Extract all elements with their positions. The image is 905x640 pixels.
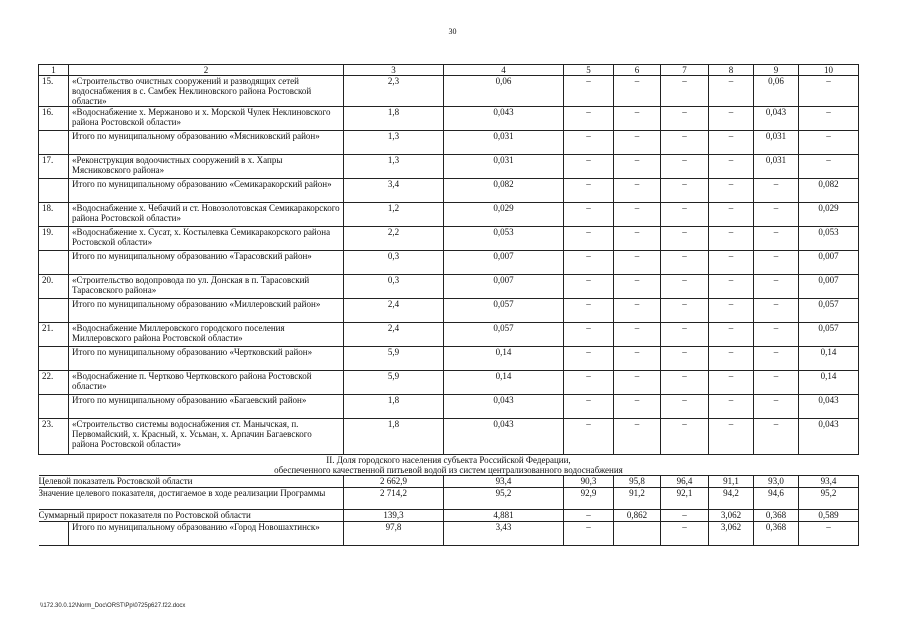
value-cell: – — [564, 155, 614, 179]
value-cell: – — [564, 371, 614, 395]
value-cell: – — [564, 299, 614, 323]
row-name-cell: Итого по муниципальному образованию «Мясниковский район» — [69, 131, 344, 155]
value-cell: – — [614, 107, 661, 131]
value-cell: – — [614, 179, 661, 203]
value-cell: 95,2 — [444, 488, 564, 510]
value-cell: 0,007 — [444, 275, 564, 299]
value-cell: – — [709, 419, 754, 455]
table-row — [39, 251, 859, 275]
value-cell: – — [564, 179, 614, 203]
value-cell — [614, 522, 661, 546]
value-cell: 3,062 — [709, 510, 754, 522]
value-cell: – — [661, 179, 709, 203]
value-cell: – — [564, 522, 614, 546]
value-cell: 0,057 — [799, 299, 859, 323]
value-cell: – — [564, 275, 614, 299]
value-cell: – — [709, 395, 754, 419]
table-row — [39, 131, 859, 155]
section-title-row — [39, 455, 859, 476]
section-title — [39, 455, 859, 476]
value-cell: 91,1 — [709, 476, 754, 488]
row-number-cell: 19. — [39, 227, 69, 251]
value-cell: 92,9 — [564, 488, 614, 510]
value-cell: – — [564, 107, 614, 131]
row-number-cell — [39, 131, 69, 155]
row-name-cell: Итого по муниципальному образованию «Багаевский район» — [69, 395, 344, 419]
header-cell: 10 — [799, 65, 859, 76]
value-cell: – — [614, 395, 661, 419]
value-cell: – — [709, 131, 754, 155]
header-cell: 6 — [614, 65, 661, 76]
table-row — [39, 107, 859, 131]
row-name-cell: «Водоснабжение Миллеровского городского поселения Миллеровского района Ростовской области» — [69, 323, 344, 347]
value-cell: 2 662,9 — [344, 476, 444, 488]
value-cell: 96,4 — [661, 476, 709, 488]
header-cell: 8 — [709, 65, 754, 76]
value-cell: – — [799, 131, 859, 155]
value-cell: – — [661, 299, 709, 323]
value-cell: – — [661, 131, 709, 155]
value-cell: 97,8 — [344, 522, 444, 546]
value-cell: 0,14 — [799, 347, 859, 371]
value-cell: 93,0 — [754, 476, 799, 488]
value-cell: 0,053 — [799, 227, 859, 251]
value-cell: 0,053 — [444, 227, 564, 251]
value-cell: 0,057 — [444, 299, 564, 323]
value-cell: – — [614, 131, 661, 155]
row-number-cell — [39, 522, 69, 546]
table-row — [39, 323, 859, 347]
value-cell: – — [614, 347, 661, 371]
header-cell: 5 — [564, 65, 614, 76]
section-title-line: обеспеченного качественной питьевой водой из систем централизованного водоснабжения — [274, 465, 623, 475]
value-cell: 4,881 — [444, 510, 564, 522]
value-cell: – — [614, 76, 661, 107]
row-name-cell: «Водоснабжение х. Сусат, х. Костылевка Семикаракорского района Ростовской области» — [69, 227, 344, 251]
table-row — [39, 203, 859, 227]
row-number-cell: 16. — [39, 107, 69, 131]
value-cell: 0,06 — [444, 76, 564, 107]
value-cell: – — [564, 419, 614, 455]
value-cell: – — [564, 203, 614, 227]
data-table — [38, 64, 859, 546]
header-cell: 1 — [39, 65, 69, 76]
value-cell: – — [709, 251, 754, 275]
row-number-cell: 17. — [39, 155, 69, 179]
section-title-line: II. Доля городского населения субъекта Российской Федерации, — [326, 455, 571, 465]
value-cell: – — [709, 371, 754, 395]
value-cell: – — [754, 275, 799, 299]
value-cell: – — [661, 395, 709, 419]
value-cell: – — [661, 76, 709, 107]
row-number-cell — [39, 179, 69, 203]
value-cell: – — [661, 251, 709, 275]
value-cell: 0,031 — [754, 131, 799, 155]
value-cell: – — [661, 107, 709, 131]
value-cell: – — [614, 275, 661, 299]
value-cell: – — [614, 419, 661, 455]
value-cell: 1,8 — [344, 419, 444, 455]
value-cell: 94,6 — [754, 488, 799, 510]
summary-row — [39, 510, 859, 522]
value-cell: 139,3 — [344, 510, 444, 522]
row-name-cell: Итого по муниципальному образованию «Миллеровский район» — [69, 299, 344, 323]
value-cell: – — [661, 323, 709, 347]
value-cell: 3,43 — [444, 522, 564, 546]
value-cell: 1,8 — [344, 395, 444, 419]
value-cell: – — [661, 347, 709, 371]
value-cell: – — [614, 371, 661, 395]
value-cell: 94,2 — [709, 488, 754, 510]
table-row — [39, 76, 859, 107]
value-cell: – — [564, 251, 614, 275]
value-cell: 0,043 — [444, 419, 564, 455]
value-cell: 0,14 — [444, 347, 564, 371]
value-cell: 0,007 — [444, 251, 564, 275]
row-name-cell: «Строительство системы водоснабжения ст. Манычская, п. Первомайский, х. Красный, х. Усьман, х. Арпачин Багаевского района Ростовской области» — [69, 419, 344, 455]
table-row — [39, 275, 859, 299]
value-cell: – — [661, 510, 709, 522]
value-cell: 93,4 — [799, 476, 859, 488]
row-name-cell: Итого по муниципальному образованию «Город Новошахтинск» — [69, 522, 344, 546]
value-cell: 0,007 — [799, 275, 859, 299]
value-cell: 93,4 — [444, 476, 564, 488]
value-cell: – — [709, 107, 754, 131]
value-cell: 5,9 — [344, 371, 444, 395]
table-row — [39, 299, 859, 323]
value-cell: – — [709, 76, 754, 107]
value-cell: 2,2 — [344, 227, 444, 251]
value-cell: 90,3 — [564, 476, 614, 488]
value-cell: 2,4 — [344, 323, 444, 347]
value-cell: – — [564, 323, 614, 347]
table-row — [39, 371, 859, 395]
value-cell: – — [661, 275, 709, 299]
value-cell: 0,14 — [799, 371, 859, 395]
value-cell: – — [709, 275, 754, 299]
row-number-cell: 20. — [39, 275, 69, 299]
value-cell: – — [661, 522, 709, 546]
value-cell: 0,007 — [799, 251, 859, 275]
value-cell: – — [564, 347, 614, 371]
row-number-cell: 15. — [39, 76, 69, 107]
row-name-cell: Итого по муниципальному образованию «Тарасовский район» — [69, 251, 344, 275]
row-number-cell: 18. — [39, 203, 69, 227]
value-cell: 0,082 — [799, 179, 859, 203]
value-cell: 0,589 — [799, 510, 859, 522]
value-cell: – — [709, 299, 754, 323]
row-number-cell — [39, 395, 69, 419]
value-cell: 1,2 — [344, 203, 444, 227]
value-cell: 0,043 — [444, 107, 564, 131]
value-cell: 0,043 — [799, 395, 859, 419]
value-cell: 0,029 — [444, 203, 564, 227]
header-cell: 3 — [344, 65, 444, 76]
value-cell: 0,06 — [754, 76, 799, 107]
summary-row — [39, 488, 859, 510]
row-name-cell: Итого по муниципальному образованию «Чертковский район» — [69, 347, 344, 371]
table-row — [39, 522, 859, 546]
value-cell: 0,3 — [344, 275, 444, 299]
value-cell: 95,2 — [799, 488, 859, 510]
row-number-cell — [39, 299, 69, 323]
value-cell: 0,029 — [799, 203, 859, 227]
value-cell: 2 714,2 — [344, 488, 444, 510]
value-cell: – — [754, 203, 799, 227]
value-cell: – — [754, 323, 799, 347]
value-cell: – — [754, 419, 799, 455]
value-cell: 0,057 — [444, 323, 564, 347]
value-cell: – — [709, 347, 754, 371]
header-cell: 4 — [444, 65, 564, 76]
value-cell: 1,3 — [344, 131, 444, 155]
row-number-cell: 23. — [39, 419, 69, 455]
value-cell: – — [661, 371, 709, 395]
value-cell: – — [709, 227, 754, 251]
table-row — [39, 179, 859, 203]
row-name-cell: «Водоснабжение х. Чебачий и ст. Новозолотовская Семикаракорского района Ростовской области» — [69, 203, 344, 227]
value-cell: 0,043 — [444, 395, 564, 419]
value-cell: 5,9 — [344, 347, 444, 371]
value-cell: – — [754, 227, 799, 251]
value-cell: – — [614, 155, 661, 179]
footer-file-path: \\172.30.0.12\Norm_Doc\ORST\Pp\0725p627.f22.docx — [40, 603, 186, 609]
table-row — [39, 227, 859, 251]
header-row — [39, 65, 859, 76]
row-number-cell: 21. — [39, 323, 69, 347]
row-name-cell: Итого по муниципальному образованию «Семикаракорский район» — [69, 179, 344, 203]
value-cell: – — [564, 395, 614, 419]
value-cell: 1,8 — [344, 107, 444, 131]
value-cell: 95,8 — [614, 476, 661, 488]
value-cell: 2,3 — [344, 76, 444, 107]
value-cell: – — [754, 347, 799, 371]
value-cell: – — [754, 371, 799, 395]
value-cell: 1,3 — [344, 155, 444, 179]
value-cell: 3,062 — [709, 522, 754, 546]
header-cell: 2 — [69, 65, 344, 76]
row-name-cell: «Водоснабжение х. Мержаново и х. Морской Чулек Неклиновского района Ростовской области» — [69, 107, 344, 131]
row-number-cell: 22. — [39, 371, 69, 395]
value-cell: – — [614, 299, 661, 323]
value-cell: 0,082 — [444, 179, 564, 203]
value-cell: – — [661, 203, 709, 227]
value-cell: – — [661, 227, 709, 251]
value-cell: 0,3 — [344, 251, 444, 275]
value-cell: – — [564, 510, 614, 522]
value-cell: – — [754, 395, 799, 419]
value-cell: 0,862 — [614, 510, 661, 522]
value-cell: – — [564, 227, 614, 251]
value-cell: – — [754, 251, 799, 275]
value-cell: – — [709, 323, 754, 347]
value-cell: 0,14 — [444, 371, 564, 395]
value-cell: – — [709, 203, 754, 227]
summary-row — [39, 476, 859, 488]
value-cell: – — [799, 155, 859, 179]
header-cell: 9 — [754, 65, 799, 76]
row-name-cell: «Строительство очистных сооружений и разводящих сетей водоснабжения в с. Самбек Неклиновского района Ростовской области» — [69, 76, 344, 107]
value-cell: – — [614, 323, 661, 347]
value-cell: – — [614, 203, 661, 227]
value-cell: – — [709, 155, 754, 179]
value-cell: 0,031 — [444, 155, 564, 179]
value-cell: 0,057 — [799, 323, 859, 347]
value-cell: – — [614, 227, 661, 251]
row-name-cell: «Водоснабжение п. Чертково Чертковского района Ростовской области» — [69, 371, 344, 395]
value-cell: 3,4 — [344, 179, 444, 203]
value-cell: 0,368 — [754, 510, 799, 522]
value-cell: – — [754, 299, 799, 323]
table-row — [39, 347, 859, 371]
value-cell: 91,2 — [614, 488, 661, 510]
value-cell: – — [709, 179, 754, 203]
table-row — [39, 395, 859, 419]
value-cell: – — [564, 76, 614, 107]
value-cell: – — [799, 107, 859, 131]
summary-name-cell: Суммарный прирост показателя по Ростовской области — [39, 510, 344, 522]
row-number-cell — [39, 251, 69, 275]
value-cell: – — [799, 522, 859, 546]
value-cell: – — [754, 179, 799, 203]
value-cell: 2,4 — [344, 299, 444, 323]
value-cell: 92,1 — [661, 488, 709, 510]
value-cell: – — [564, 131, 614, 155]
row-name-cell: «Реконструкция водоочистных сооружений в х. Хапры Мясниковского района» — [69, 155, 344, 179]
page-number: 30 — [448, 27, 457, 36]
value-cell: – — [661, 419, 709, 455]
value-cell: – — [799, 76, 859, 107]
header-cell: 7 — [661, 65, 709, 76]
value-cell: 0,031 — [444, 131, 564, 155]
value-cell: 0,368 — [754, 522, 799, 546]
row-name-cell: «Строительство водопровода по ул. Донская в п. Тарасовский Тарасовского района» — [69, 275, 344, 299]
summary-name-cell: Целевой показатель Ростовской области — [39, 476, 344, 488]
value-cell: – — [661, 155, 709, 179]
value-cell: 0,031 — [754, 155, 799, 179]
value-cell: 0,043 — [754, 107, 799, 131]
value-cell: 0,043 — [799, 419, 859, 455]
table-row — [39, 155, 859, 179]
summary-name-cell: Значение целевого показателя, достигаемое в ходе реализации Программы — [39, 488, 344, 510]
value-cell: – — [614, 251, 661, 275]
table-row — [39, 419, 859, 455]
row-number-cell — [39, 347, 69, 371]
